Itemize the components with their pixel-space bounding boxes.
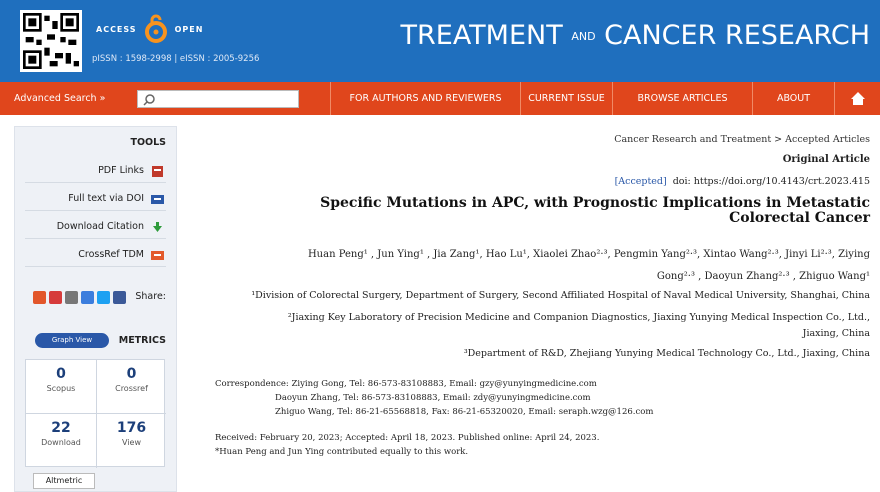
metric-crossref[interactable] (96, 360, 166, 414)
twitter-icon[interactable] (97, 291, 110, 304)
doi-icon (151, 193, 164, 206)
search-input[interactable] (137, 90, 299, 108)
issn-line: pISSN : 1598-2998 | eISSN : 2005-9256 (92, 54, 260, 64)
metrics-grid (25, 359, 165, 467)
metric-scopus[interactable] (26, 360, 96, 414)
correspondence-3: Zhiguo Wang, Tel: 86-21-65568818, Fax: 86-21-65320020, Email: seraph.wzg@126.com (275, 407, 654, 417)
tool-full-text-doi[interactable] (25, 189, 166, 211)
article-dates: Received: February 20, 2023; Accepted: April 18, 2023. Published online: April 24, 2023. (215, 433, 600, 443)
qr-code-icon (20, 10, 82, 72)
metric-value: 0 (126, 366, 137, 382)
home-button[interactable] (834, 82, 880, 115)
open-access-lock-icon (141, 14, 171, 44)
share-label: Share: (135, 291, 166, 302)
journal-title-part-1: CANCER RESEARCH (604, 20, 870, 51)
breadcrumb[interactable]: Cancer Research and Treatment > Accepted Articles (614, 134, 870, 145)
equal-contribution-note: *Huan Peng and Jun Ying contributed equally to this work. (215, 447, 469, 457)
journal-title[interactable] (401, 20, 871, 51)
search-icon[interactable] (142, 93, 156, 107)
tool-pdf-links[interactable] (25, 161, 166, 183)
correspondence-2: Daoyun Zhang, Tel: 86-573-83108883, Email: zdy@yunyingmedicine.com (275, 393, 591, 403)
doi-link[interactable]: doi: https://doi.org/10.4143/crt.2023.415 (672, 176, 870, 187)
journal-title-part-2: TREATMENT (400, 20, 563, 51)
metric-view (96, 414, 166, 468)
affiliation-2-cont: Jiaxing, China (802, 328, 870, 339)
tools-heading: TOOLS (130, 137, 166, 148)
pdf-icon (151, 165, 164, 178)
journal-title-and: AND (571, 30, 596, 43)
download-icon (151, 221, 164, 234)
affiliation-2: ²Jiaxing Key Laboratory of Precision Medicine and Companion Diagnostics, Jiaxing Yunying Medical Inspection Co., Ltd., (287, 312, 870, 323)
left-sidebar (14, 126, 177, 492)
author-list (200, 244, 870, 288)
accepted-tag: [Accepted] (614, 176, 667, 187)
tdm-icon (151, 249, 164, 262)
print-icon[interactable] (49, 291, 62, 304)
open-access-badge (96, 14, 203, 44)
advanced-search-link[interactable]: Advanced Search » (14, 93, 106, 104)
main-nav (0, 82, 880, 115)
affiliation-1: ¹Division of Colorectal Surgery, Department of Surgery, Second Affiliated Hospital of Naval Medical University, Shanghai, China (251, 290, 870, 301)
affiliation-3: ³Department of R&D, Zhejiang Yunying Medical Technology Co., Ltd., Jiaxing, China (463, 348, 870, 359)
nav-item-current-issue[interactable]: CURRENT ISSUE (520, 82, 612, 115)
metric-download (26, 414, 96, 468)
nav-item-about[interactable]: ABOUT (752, 82, 834, 115)
tool-label: PDF Links (98, 165, 144, 176)
article-title: Specific Mutations in APC, with Prognostic Implications in Metastatic Colorectal Cancer (320, 195, 870, 226)
open-access-word-1: OPEN (174, 24, 204, 34)
graph-view-button[interactable]: Graph View (35, 333, 109, 348)
facebook-icon[interactable] (113, 291, 126, 304)
metric-label: Crossref (115, 384, 148, 393)
tool-crossref-tdm[interactable] (25, 245, 166, 267)
metrics-heading: METRICS (118, 335, 166, 346)
open-access-word-2: ACCESS (96, 24, 137, 34)
home-icon (835, 82, 880, 115)
tool-label: Download Citation (56, 221, 144, 232)
altmetric-badge[interactable]: Altmetric (33, 473, 95, 489)
metric-value: 0 (56, 366, 66, 382)
metric-label: Scopus (46, 384, 76, 393)
nav-item-browse-articles[interactable]: BROWSE ARTICLES (612, 82, 752, 115)
tool-label: CrossRef TDM (78, 249, 144, 260)
authors-line-2: Gong²·³ , Daoyun Zhang²·³ , Zhiguo Wang¹ (656, 271, 870, 282)
tool-label: Full text via DOI (68, 193, 144, 204)
linkedin-icon[interactable] (81, 291, 94, 304)
tool-download-citation[interactable] (25, 217, 166, 239)
metric-label: Download (41, 438, 81, 447)
share-row (25, 287, 166, 309)
authors-line-1: Huan Peng¹ , Jun Ying¹ , Jia Zang¹, Hao Lu¹, Xiaolei Zhao²·³, Pengmin Yang²·³, Xintao Wang²·³, Jinyi Li²·³, Ziying (307, 249, 870, 260)
metric-value: 176 (116, 420, 147, 436)
article-type: Original Article (782, 154, 870, 165)
article-main (200, 126, 870, 492)
metric-value: 22 (51, 420, 71, 436)
site-header (0, 0, 880, 82)
doi-line (615, 176, 870, 187)
nav-item-for-authors[interactable]: FOR AUTHORS AND REVIEWERS (330, 82, 520, 115)
more-share-icon[interactable] (33, 291, 46, 304)
metric-label: View (122, 438, 141, 447)
correspondence-1: Correspondence: Ziying Gong, Tel: 86-573-83108883, Email: gzy@yunyingmedicine.com (215, 379, 597, 389)
email-icon[interactable] (65, 291, 78, 304)
